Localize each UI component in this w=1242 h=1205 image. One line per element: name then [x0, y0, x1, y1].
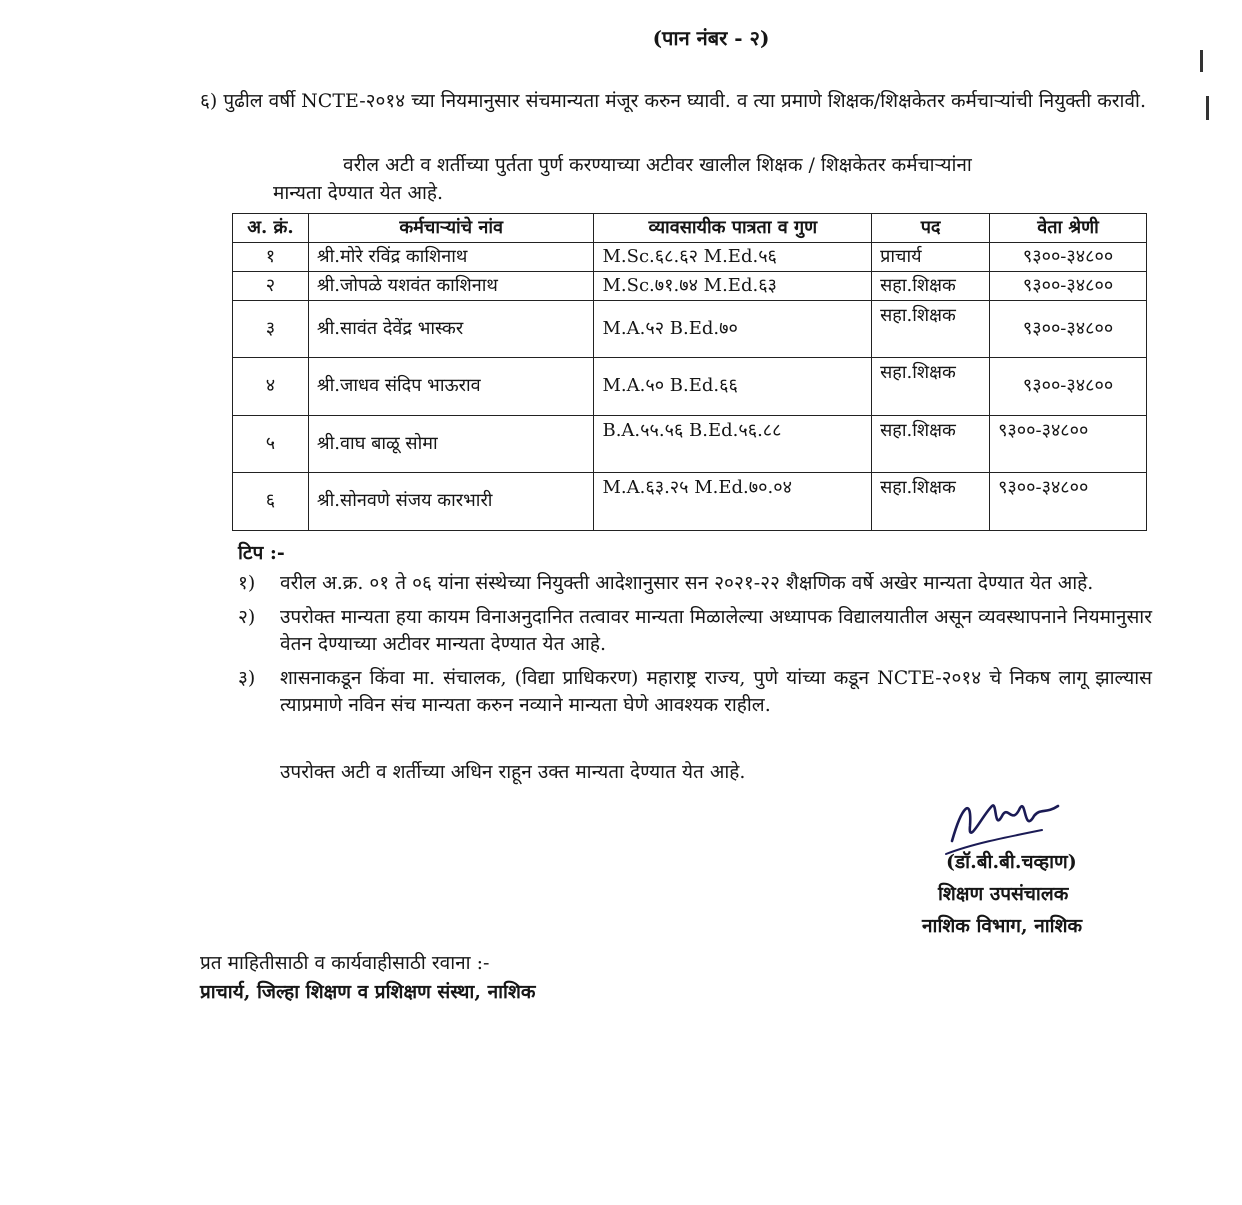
- intro-line-2: मान्यता देण्यात येत आहे.: [273, 181, 444, 204]
- cell-serial: ३: [233, 301, 309, 358]
- cell-post: सहा.शिक्षक: [872, 473, 990, 531]
- cell-post: सहा.शिक्षक: [872, 272, 990, 301]
- note-text: वरील अ.क्र. ०१ ते ०६ यांना संस्थेच्या नियुक्ती आदेशानुसार सन २०२१-२२ शैक्षणिक वर्षे अखेर मान्यता देण्यात येत आहे.: [280, 572, 1094, 594]
- cell-qualification: M.A.६३.२५ M.Ed.७०.०४: [594, 473, 872, 531]
- table-header-row: [233, 214, 1147, 243]
- staff-approval-table: [232, 213, 1147, 531]
- note-text: उपरोक्त मान्यता हया कायम विनाअनुदानित तत्वावर मान्यता मिळालेल्या अध्यापक विद्यालयातील असून व्यवस्थापनाने नियमानुसार वेतन देण्याच्या अटीवर मान्यता देण्यात येत आहे.: [280, 605, 1152, 656]
- cell-pay-scale: ९३००-३४८००: [990, 416, 1147, 473]
- notes-title: टिप :-: [238, 542, 285, 564]
- note-number: २): [238, 605, 256, 628]
- notes-list: [238, 570, 1152, 726]
- note-number: ३): [238, 666, 256, 689]
- intro-paragraph: [200, 152, 1152, 207]
- cell-post: सहा.शिक्षक: [872, 416, 990, 473]
- cell-serial: ६: [233, 473, 309, 531]
- cell-pay-scale: ९३००-३४८००: [990, 243, 1147, 272]
- cell-qualification: M.A.५२ B.Ed.७०: [594, 301, 872, 358]
- note-item: [238, 665, 1152, 720]
- table-row: [233, 272, 1147, 301]
- note-number: १): [238, 572, 256, 594]
- cell-serial: १: [233, 243, 309, 272]
- cell-pay-scale: ९३००-३४८००: [990, 272, 1147, 301]
- signatory-office: नाशिक विभाग, नाशिक: [922, 915, 1083, 937]
- point-6-paragraph: ६) पुढील वर्षी NCTE-२०१४ च्या नियमानुसार संचमान्यता मंजूर करुन घ्यावी. व त्या प्रमाणे शिक्षक/शिक्षकेतर कर्मचाऱ्यांची नियुक्ती करावी.: [200, 90, 1146, 112]
- cell-name: श्री.मोरे रविंद्र काशिनाथ: [308, 243, 594, 272]
- cell-qualification: M.A.५० B.Ed.६६: [594, 358, 872, 416]
- scan-mark-bottom: [1206, 96, 1209, 120]
- intro-line-1: वरील अटी व शर्तीच्या पुर्तता पुर्ण करण्याच्या अटीवर खालील शिक्षक / शिक्षकेतर कर्मचाऱ्यांना: [343, 154, 972, 176]
- table-row: [233, 243, 1147, 272]
- header-qualification: व्यावसायीक पात्रता व गुण: [594, 214, 872, 243]
- note-item: [238, 570, 1152, 598]
- cell-post: सहा.शिक्षक: [872, 301, 990, 358]
- cell-name: श्री.जोपळे यशवंत काशिनाथ: [308, 272, 594, 301]
- header-pay-scale: वेता श्रेणी: [990, 214, 1147, 243]
- recipient-line: प्राचार्य, जिल्हा शिक्षण व प्रशिक्षण संस्था, नाशिक: [200, 981, 536, 1003]
- cell-pay-scale: ९३००-३४८००: [990, 301, 1147, 358]
- cell-serial: ४: [233, 358, 309, 416]
- cell-name: श्री.जाधव संदिप भाऊराव: [308, 358, 594, 416]
- page-number-header: [0, 24, 1242, 53]
- cell-pay-scale: ९३००-३४८००: [990, 473, 1147, 531]
- cell-post: सहा.शिक्षक: [872, 358, 990, 416]
- cell-post: प्राचार्य: [872, 243, 990, 272]
- scan-mark-top: [1200, 50, 1203, 72]
- header-serial: अ. क्रं.: [233, 214, 309, 243]
- table-row: [233, 358, 1147, 416]
- cell-qualification: B.A.५५.५६ B.Ed.५६.८८: [594, 416, 872, 473]
- cell-name: श्री.सोनवणे संजय कारभारी: [308, 473, 594, 531]
- cell-serial: ५: [233, 416, 309, 473]
- header-employee-name: कर्मचाऱ्यांचे नांव: [308, 214, 594, 243]
- closing-statement: उपरोक्त अटी व शर्तीच्या अधिन राहून उक्त मान्यता देण्यात येत आहे.: [280, 761, 746, 783]
- table-row: [233, 301, 1147, 358]
- signatory-designation: शिक्षण उपसंचालक: [938, 883, 1069, 905]
- cell-name: श्री.वाघ बाळू सोमा: [308, 416, 594, 473]
- cell-qualification: M.Sc.६८.६२ M.Ed.५६: [594, 243, 872, 272]
- signatory-name: (डॉ.बी.बी.चव्हाण): [946, 851, 1077, 873]
- cell-name: श्री.सावंत देवेंद्र भास्कर: [308, 301, 594, 358]
- cell-pay-scale: ९३००-३४८००: [990, 358, 1147, 416]
- header-post: पद: [872, 214, 990, 243]
- table-row: [233, 473, 1147, 531]
- page-number: (पान नंबर - २): [652, 26, 770, 50]
- cell-serial: २: [233, 272, 309, 301]
- note-text: शासनाकडून किंवा मा. संचालक, (विद्या प्राधिकरण) महाराष्ट्र राज्य, पुणे यांच्या कडून NCTE-२०१४ चे निकष लागू झाल्यास त्याप्रमाणे नविन संच मान्यता करुन नव्याने मान्यता घेणे आवश्यक राहील.: [280, 666, 1152, 717]
- note-item: [238, 604, 1152, 659]
- cell-qualification: M.Sc.७१.७४ M.Ed.६३: [594, 272, 872, 301]
- table-row: [233, 416, 1147, 473]
- copy-to-line: प्रत माहितीसाठी व कार्यवाहीसाठी रवाना :-: [200, 952, 490, 974]
